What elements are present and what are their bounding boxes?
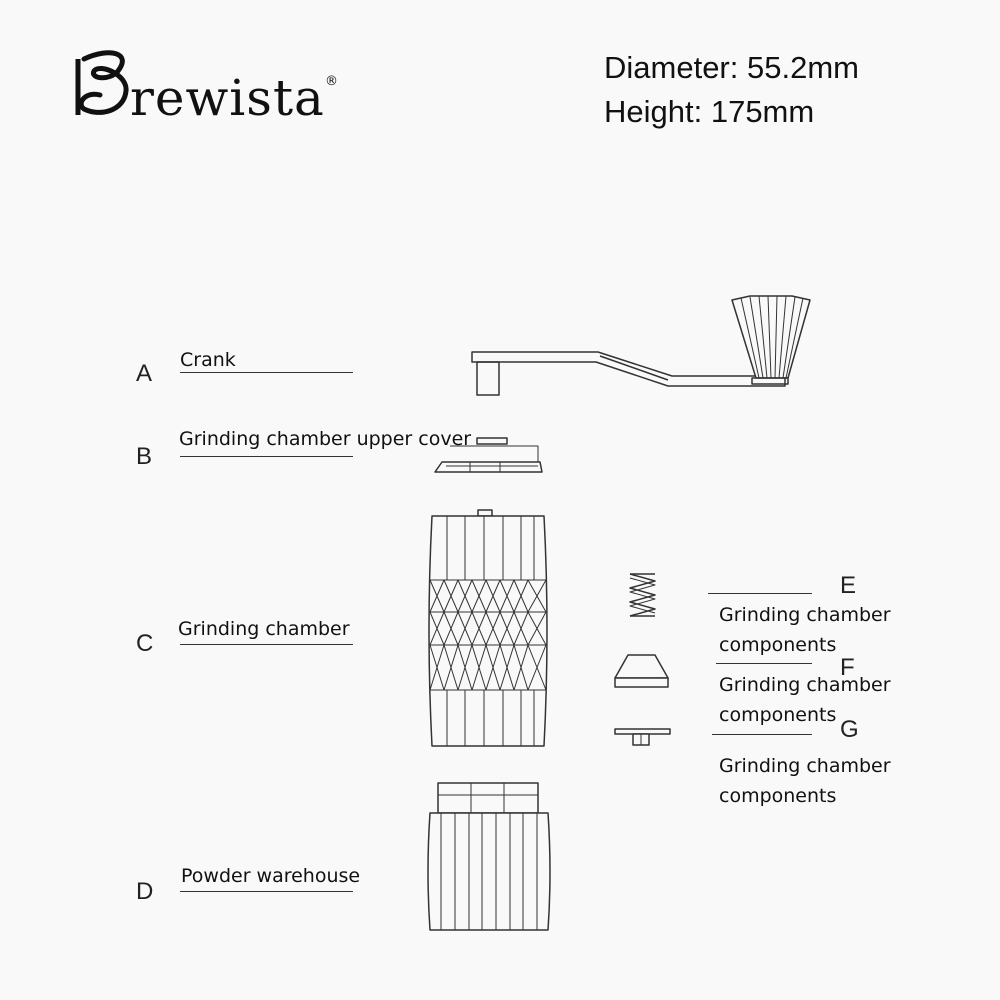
label-crank: Crank	[180, 349, 236, 371]
burr-part	[615, 655, 668, 687]
label-grinding-chamber: Grinding chamber	[178, 618, 350, 640]
spring-part	[630, 574, 655, 616]
label-component-e: Grinding chamber components	[719, 604, 891, 656]
part-letter-d: D	[136, 878, 154, 905]
powder-warehouse-part	[428, 783, 550, 930]
part-letter-e: E	[840, 572, 857, 599]
registered-mark: ®	[325, 74, 338, 89]
crank-part	[472, 296, 810, 395]
diameter-spec: Diameter: 55.2mm	[604, 50, 859, 85]
label-component-g: Grinding chamber components	[719, 755, 891, 807]
svg-text:rewista: rewista	[130, 69, 325, 125]
part-letter-b: B	[136, 443, 153, 470]
height-spec: Height: 175mm	[604, 94, 815, 129]
washer-part	[615, 729, 670, 745]
part-letter-g: G	[840, 716, 859, 743]
label-powder-warehouse: Powder warehouse	[181, 865, 361, 887]
part-letter-f: F	[840, 654, 855, 681]
label-component-f: Grinding chamber components	[719, 674, 891, 726]
label-upper-cover: Grinding chamber upper cover	[179, 428, 472, 450]
grinding-chamber-part	[429, 510, 547, 746]
upper-cover-part	[435, 438, 542, 472]
part-letter-a: A	[136, 360, 153, 387]
part-letter-c: C	[136, 630, 154, 657]
